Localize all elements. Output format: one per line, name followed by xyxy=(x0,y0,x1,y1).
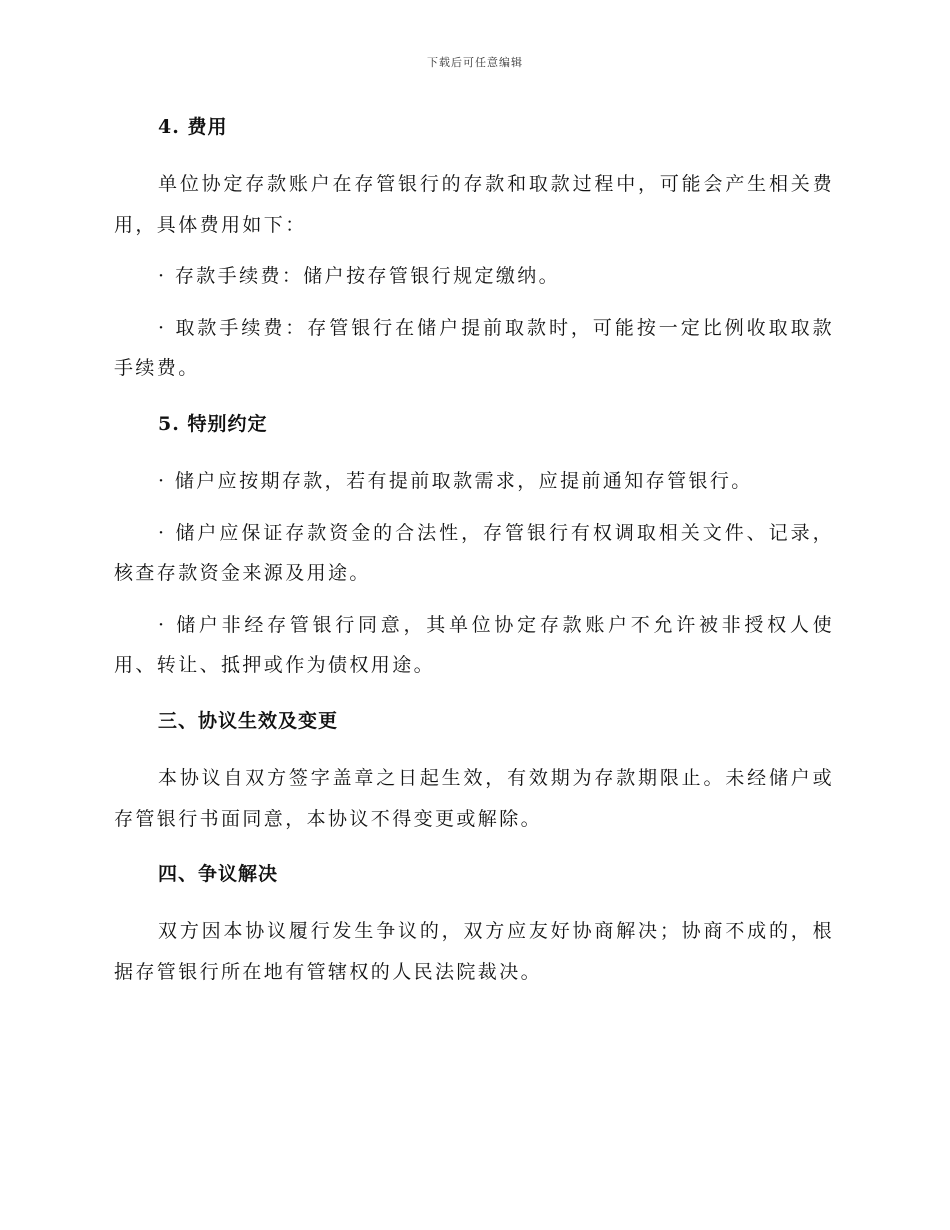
bullet-paragraph: · 储户应按期存款，若有提前取款需求，应提前通知存管银行。 xyxy=(158,469,753,492)
section-heading: 四、争议解决 xyxy=(158,863,279,886)
bullet-paragraph: · 取款手续费：存管银行在储户提前取款时，可能按一定比例收取取款手续费。 xyxy=(114,316,834,380)
paragraph: 单位协定存款账户在存管银行的存款和取款过程中，可能会产生相关费用，具体费用如下： xyxy=(114,173,834,236)
bullet-paragraph: · 储户应保证存款资金的合法性，存管银行有权调取相关文件、记录，核查存款资金来源及用途。 xyxy=(114,521,834,585)
section-heading: 三、协议生效及变更 xyxy=(158,709,339,732)
bullet-paragraph: · 存款手续费：储户按存管银行规定缴纳。 xyxy=(158,265,561,288)
page-header: 下载后可任意编辑 xyxy=(427,56,523,69)
paragraph: 本协议自双方签字盖章之日起生效，有效期为存款期限止。未经储户或存管银行书面同意，本协议不得变更或解除。 xyxy=(114,766,834,830)
document-body xyxy=(114,112,834,992)
bullet-paragraph: · 储户非经存管银行同意，其单位协定存款账户不允许被非授权人使用、转让、抵押或作为债权用途。 xyxy=(114,613,834,677)
section-heading: 5. 特别约定 xyxy=(158,412,268,435)
paragraph: 双方因本协议履行发生争议的，双方应友好协商解决；协商不成的，根据存管银行所在地有管辖权的人民法院裁决。 xyxy=(114,920,834,983)
section-heading: 4. 费用 xyxy=(158,116,228,138)
